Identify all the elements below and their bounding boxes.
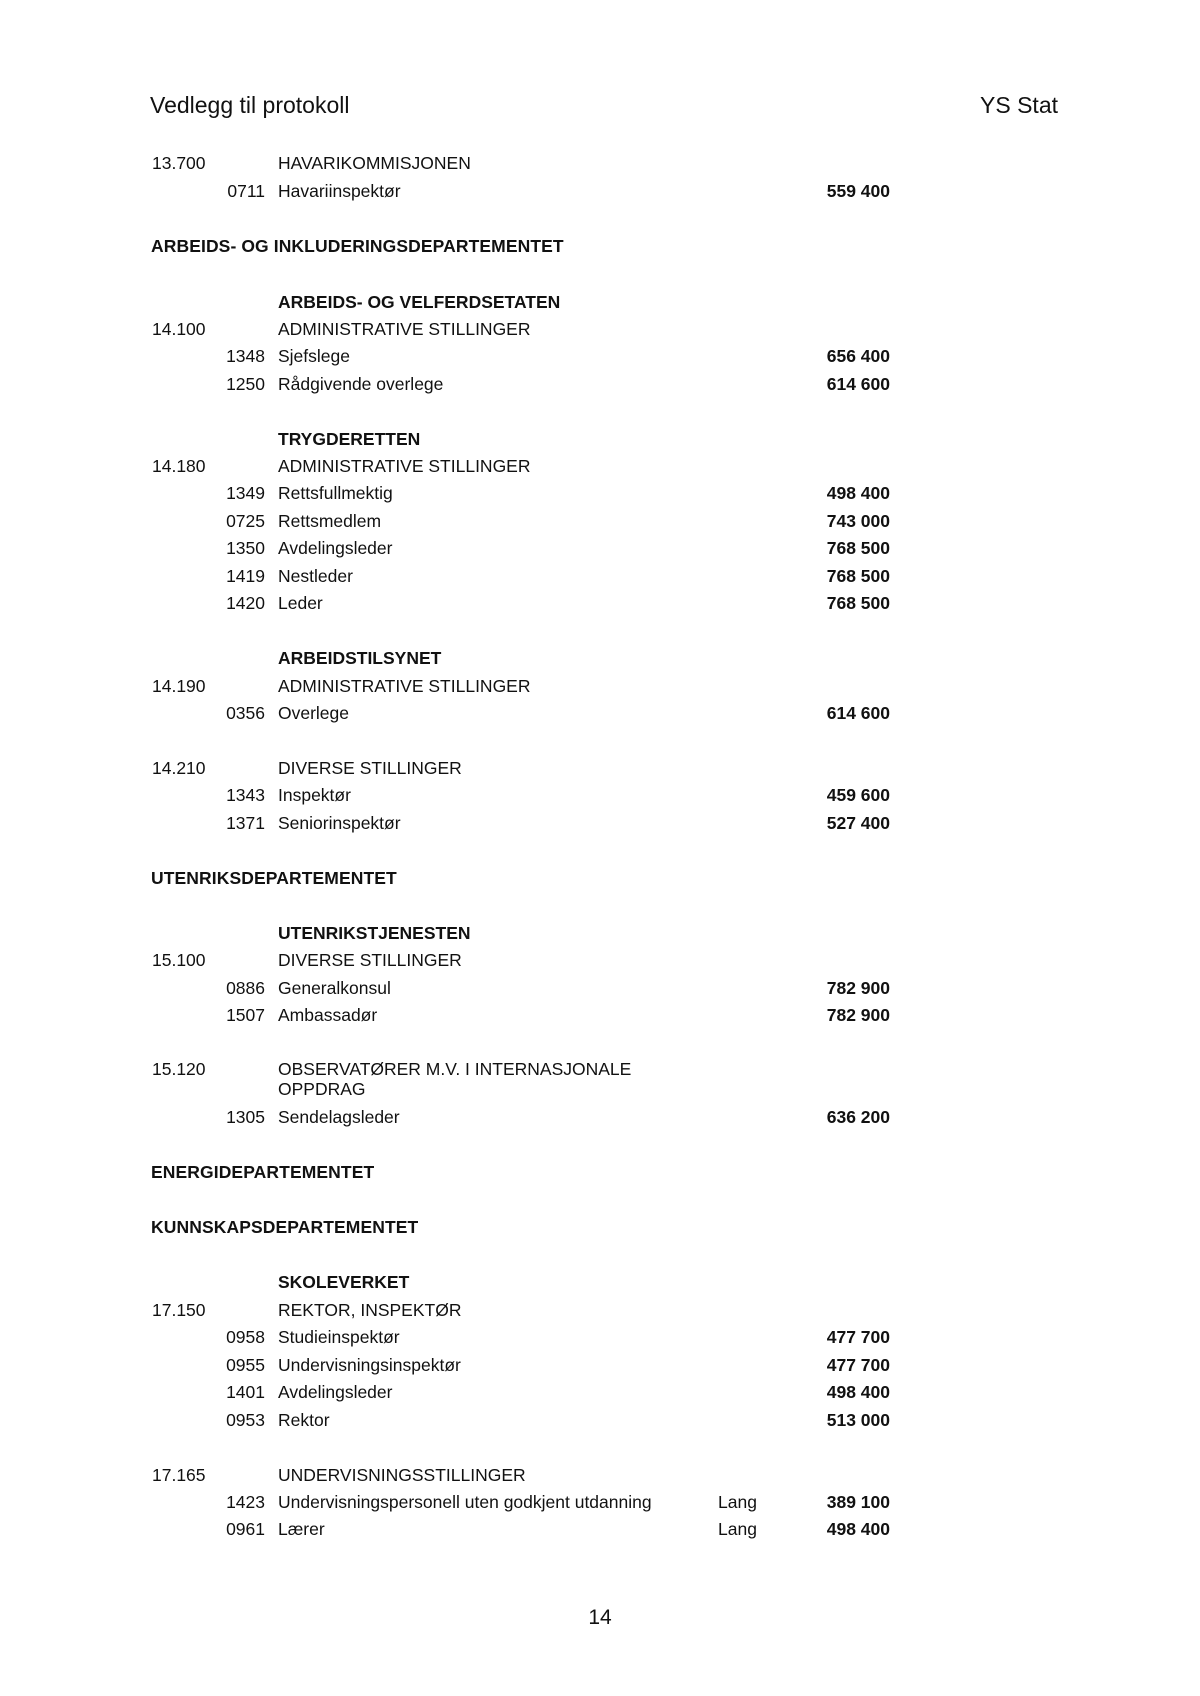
position-title: Avdelingsleder: [278, 538, 393, 558]
position-title: Rektor: [278, 1410, 330, 1430]
salary-amount: 743 000: [826, 511, 890, 531]
agency-heading: [0, 429, 1200, 453]
section-code: 17.165: [152, 1465, 206, 1485]
header-title: Vedlegg til protokoll: [150, 92, 350, 118]
position-title: Rettsfullmektig: [278, 483, 393, 503]
department-heading: [0, 868, 1200, 892]
salary-amount: 636 200: [826, 1107, 890, 1127]
position-row: [0, 978, 1200, 1002]
position-title: Leder: [278, 593, 323, 613]
agency-name: SKOLEVERKET: [278, 1272, 410, 1292]
position-row: [0, 483, 1200, 507]
position-row: [0, 703, 1200, 727]
section-title: REKTOR, INSPEKTØR: [278, 1300, 462, 1320]
salary-amount: 782 900: [826, 978, 890, 998]
position-row: [0, 511, 1200, 535]
position-row: [0, 1492, 1200, 1516]
section-code: 13.700: [152, 153, 206, 173]
position-code: 1250: [226, 374, 265, 394]
position-row: [0, 538, 1200, 562]
position-title: Sjefslege: [278, 346, 350, 366]
position-code: 1305: [226, 1107, 265, 1127]
department-heading: [0, 1162, 1200, 1186]
salary-amount: 498 400: [826, 483, 890, 503]
position-code: 1420: [226, 593, 265, 613]
position-code: 0955: [226, 1355, 265, 1375]
section-title: ADMINISTRATIVE STILLINGER: [278, 676, 531, 696]
position-title: Ambassadør: [278, 1005, 378, 1025]
position-code: 1349: [226, 483, 265, 503]
position-title: Lærer: [278, 1519, 325, 1539]
salary-amount: 614 600: [826, 703, 890, 723]
salary-amount: 768 500: [826, 593, 890, 613]
position-title: Undervisningspersonell uten godkjent utdanning: [278, 1492, 652, 1512]
position-row: [0, 1355, 1200, 1379]
salary-amount: 459 600: [826, 785, 890, 805]
section-title: HAVARIKOMMISJONEN: [278, 153, 471, 173]
page-number: 14: [588, 1606, 612, 1629]
position-row: [0, 1107, 1200, 1131]
agency-heading: [0, 1272, 1200, 1296]
position-title: Generalkonsul: [278, 978, 391, 998]
section-row: [0, 1300, 1200, 1324]
position-row: [0, 1382, 1200, 1406]
position-row: [0, 181, 1200, 205]
position-row: [0, 346, 1200, 370]
position-row: [0, 813, 1200, 837]
agency-heading: [0, 292, 1200, 316]
position-title: Inspektør: [278, 785, 351, 805]
section-code: 14.180: [152, 456, 206, 476]
position-title: Seniorinspektør: [278, 813, 401, 833]
position-title: Studieinspektør: [278, 1327, 400, 1347]
section-row: [0, 676, 1200, 700]
section-code: 14.100: [152, 319, 206, 339]
agency-heading: [0, 923, 1200, 947]
position-code: 0356: [226, 703, 265, 723]
department-name: ENERGIDEPARTEMENTET: [151, 1162, 375, 1182]
section-row: [0, 319, 1200, 343]
department-name: ARBEIDS- OG INKLUDERINGSDEPARTEMENTET: [151, 236, 564, 256]
salary-amount: 768 500: [826, 538, 890, 558]
section-row: [0, 456, 1200, 480]
section-row: [0, 1465, 1200, 1489]
position-code: 1423: [226, 1492, 265, 1512]
position-title: Rådgivende overlege: [278, 374, 444, 394]
position-code: 0953: [226, 1410, 265, 1430]
position-code: 1507: [226, 1005, 265, 1025]
department-name: KUNNSKAPSDEPARTEMENTET: [151, 1217, 419, 1237]
salary-amount: 768 500: [826, 566, 890, 586]
position-title: Havariinspektør: [278, 181, 401, 201]
position-title: Avdelingsleder: [278, 1382, 393, 1402]
position-code: 1371: [226, 813, 265, 833]
qualification-label: Lang: [718, 1519, 757, 1539]
salary-amount: 477 700: [826, 1355, 890, 1375]
section-code: 17.150: [152, 1300, 206, 1320]
section-title: ADMINISTRATIVE STILLINGER: [278, 319, 531, 339]
department-name: UTENRIKSDEPARTEMENTET: [151, 868, 397, 888]
department-heading: [0, 1217, 1200, 1241]
position-row: [0, 566, 1200, 590]
salary-amount: 782 900: [826, 1005, 890, 1025]
position-code: 1401: [226, 1382, 265, 1402]
position-row: [0, 1005, 1200, 1029]
section-title: OBSERVATØRER M.V. I INTERNASJONALE OPPDRAG: [278, 1059, 632, 1099]
section-title: DIVERSE STILLINGER: [278, 758, 462, 778]
agency-name: TRYGDERETTEN: [278, 429, 421, 449]
salary-amount: 559 400: [826, 181, 890, 201]
section-code: 14.210: [152, 758, 206, 778]
agency-heading: [0, 648, 1200, 672]
agency-name: ARBEIDS- OG VELFERDSETATEN: [278, 292, 561, 312]
section-row: [0, 950, 1200, 974]
position-title: Nestleder: [278, 566, 353, 586]
position-row: [0, 1410, 1200, 1434]
salary-amount: 513 000: [826, 1410, 890, 1430]
salary-amount: 498 400: [826, 1519, 890, 1539]
position-title: Rettsmedlem: [278, 511, 382, 531]
agency-name: UTENRIKSTJENESTEN: [278, 923, 471, 943]
position-code: 1350: [226, 538, 265, 558]
section-title: ADMINISTRATIVE STILLINGER: [278, 456, 531, 476]
section-code: 15.100: [152, 950, 206, 970]
section-code: 15.120: [152, 1059, 206, 1079]
position-row: [0, 593, 1200, 617]
position-code: 0886: [226, 978, 265, 998]
position-row: [0, 1327, 1200, 1351]
salary-amount: 614 600: [826, 374, 890, 394]
position-code: 0958: [226, 1327, 265, 1347]
section-row: [0, 758, 1200, 782]
position-title: Undervisningsinspektør: [278, 1355, 461, 1375]
position-title: Sendelagsleder: [278, 1107, 400, 1127]
salary-amount: 656 400: [826, 346, 890, 366]
position-title: Overlege: [278, 703, 350, 723]
department-heading: [0, 236, 1200, 260]
section-row: [0, 153, 1200, 177]
section-code: 14.190: [152, 676, 206, 696]
header-organization: YS Stat: [980, 92, 1058, 118]
salary-amount: 527 400: [826, 813, 890, 833]
position-code: 0725: [226, 511, 265, 531]
section-title: UNDERVISNINGSSTILLINGER: [278, 1465, 526, 1485]
salary-amount: 498 400: [826, 1382, 890, 1402]
qualification-label: Lang: [718, 1492, 757, 1512]
salary-amount: 477 700: [826, 1327, 890, 1347]
position-row: [0, 1519, 1200, 1543]
agency-name: ARBEIDSTILSYNET: [278, 648, 442, 668]
position-code: 1343: [226, 785, 265, 805]
section-title: DIVERSE STILLINGER: [278, 950, 462, 970]
position-code: 0711: [227, 181, 265, 201]
position-code: 1419: [226, 566, 265, 586]
position-row: [0, 785, 1200, 809]
position-row: [0, 374, 1200, 398]
position-code: 0961: [226, 1519, 265, 1539]
position-code: 1348: [226, 346, 265, 366]
section-row: [0, 1059, 1200, 1099]
salary-amount: 389 100: [826, 1492, 890, 1512]
